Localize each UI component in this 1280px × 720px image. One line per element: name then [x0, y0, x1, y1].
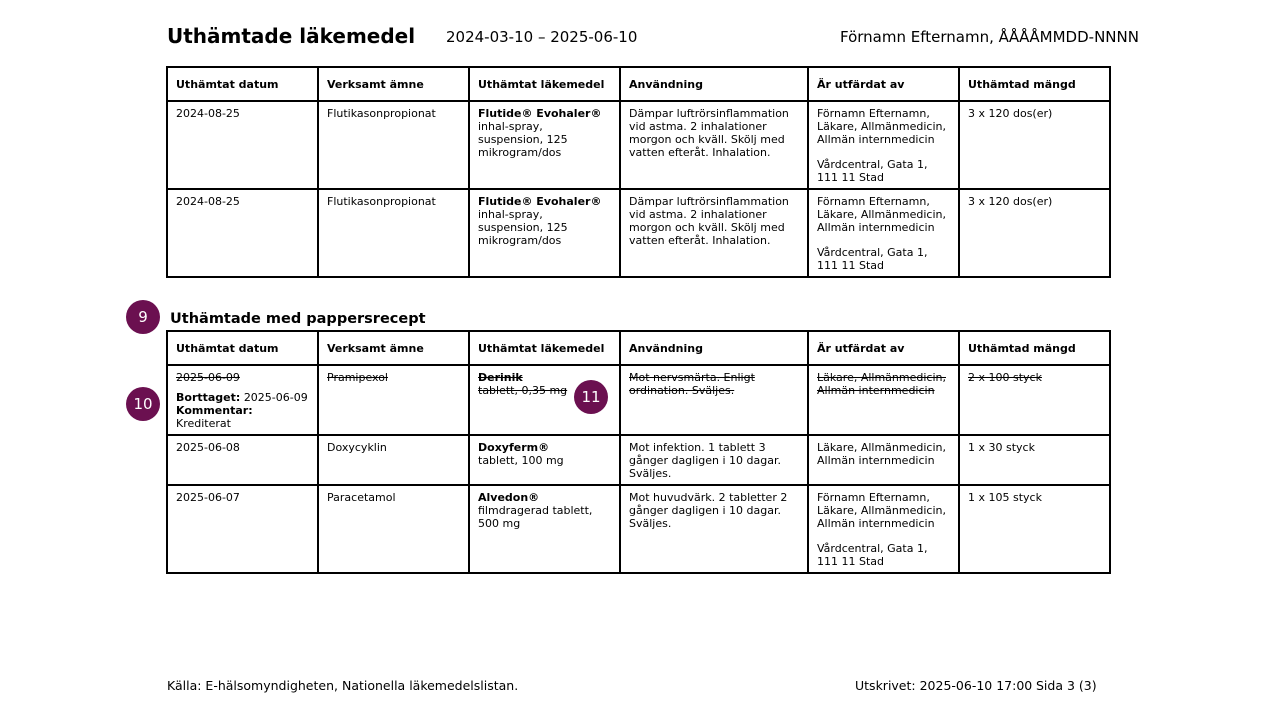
cell-usage: Mot huvudvärk. 2 tabletter 2 gånger dagligen i 10 dagar. Sväljes.: [620, 485, 808, 573]
footer-source: Källa: E-hälsomyndigheten, Nationella läkemedelslistan.: [167, 678, 519, 693]
removed-date: 2025-06-09: [243, 391, 308, 404]
col-header-usage: Användning: [620, 331, 808, 365]
cell-amount: 1 x 30 styck: [959, 435, 1110, 485]
col-header-usage: Användning: [620, 67, 808, 101]
issuer-name: Förnamn Efternamn, Läkare, Allmänmedicin, Allmän internmedicin: [817, 107, 946, 146]
drug-name: Flutide® Evohaler®: [478, 107, 602, 120]
cell-date: [167, 365, 318, 435]
marker-11: 11: [574, 380, 608, 414]
page-title: Uthämtade läkemedel: [167, 24, 416, 48]
comment-label: Kommentar:: [176, 404, 253, 417]
section-title-paper-prescriptions: Uthämtade med pappersrecept: [170, 311, 426, 327]
drug-name: Flutide® Evohaler®: [478, 195, 602, 208]
drug-description: inhal-spray, suspension, 125 mikrogram/dos: [478, 208, 568, 247]
col-header-issuer: Är utfärdat av: [808, 331, 959, 365]
marker-10: 10: [126, 387, 160, 421]
removed-info: [176, 391, 309, 404]
issuer-name: Förnamn Efternamn, Läkare, Allmänmedicin, Allmän internmedicin: [817, 195, 946, 234]
col-header-substance: Verksamt ämne: [318, 67, 469, 101]
removed-date-original: 2025-06-09: [176, 371, 240, 384]
comment-info: [176, 404, 309, 430]
cell-amount: 3 x 120 dos(er): [959, 189, 1110, 277]
table-row: [167, 101, 1110, 189]
drug-description: tablett, 100 mg: [478, 454, 564, 467]
footer-page-number: Sida 3 (3): [1036, 678, 1097, 693]
issuer-name: Förnamn Efternamn, Läkare, Allmänmedicin, Allmän internmedicin: [817, 491, 946, 530]
table-header-row: [167, 67, 1110, 101]
cell-date: 2024-08-25: [167, 101, 318, 189]
col-header-drug: Uthämtat läkemedel: [469, 331, 620, 365]
drug-name: Doxyferm®: [478, 441, 550, 454]
cell-issuer: [808, 189, 959, 277]
cell-issuer: [808, 485, 959, 573]
drug-description: inhal-spray, suspension, 125 mikrogram/dos: [478, 120, 568, 159]
drug-description: tablett, 0,35 mg: [478, 384, 568, 397]
drug-name: Alvedon®: [478, 491, 540, 504]
cell-substance: Doxycyklin: [318, 435, 469, 485]
cell-amount: 3 x 120 dos(er): [959, 101, 1110, 189]
comment-text: Krediterat: [176, 417, 231, 430]
col-header-amount: Uthämtad mängd: [959, 67, 1110, 101]
cell-substance: Paracetamol: [318, 485, 469, 573]
drug-name: Derinik: [478, 371, 523, 384]
patient-name-id: Förnamn Efternamn, ÅÅÅÅMMDD-NNNN: [840, 28, 1139, 46]
cell-amount: 2 x 100 styck: [959, 365, 1110, 435]
cell-issuer: [808, 101, 959, 189]
cell-date: 2025-06-07: [167, 485, 318, 573]
drug-description: filmdragerad tablett, 500 mg: [478, 504, 593, 530]
cell-usage: Dämpar luftrörsinflammation vid astma. 2 inhalationer morgon och kväll. Skölj med vatten efteråt. Inhalation.: [620, 189, 808, 277]
cell-substance: Flutikasonpropionat: [318, 189, 469, 277]
cell-substance: Flutikasonpropionat: [318, 101, 469, 189]
paper-prescription-table: [166, 330, 1111, 574]
col-header-drug: Uthämtat läkemedel: [469, 67, 620, 101]
cell-issuer: Läkare, Allmänmedicin, Allmän internmedicin: [808, 435, 959, 485]
cell-date: 2024-08-25: [167, 189, 318, 277]
marker-9: 9: [126, 300, 160, 334]
col-header-issuer: Är utfärdat av: [808, 67, 959, 101]
footer-printed: Utskrivet: 2025-06-10 17:00: [855, 678, 1033, 693]
cell-amount: 1 x 105 styck: [959, 485, 1110, 573]
table-row: [167, 189, 1110, 277]
issuer-place: Vårdcentral, Gata 1, 111 11 Stad: [817, 158, 928, 184]
col-header-date: Uthämtat datum: [167, 67, 318, 101]
cell-drug: [469, 435, 620, 485]
issuer-place: Vårdcentral, Gata 1, 111 11 Stad: [817, 542, 928, 568]
cell-date: 2025-06-08: [167, 435, 318, 485]
cell-usage: Mot infektion. 1 tablett 3 gånger dagligen i 10 dagar. Sväljes.: [620, 435, 808, 485]
cell-drug: [469, 485, 620, 573]
issuer-place: Vårdcentral, Gata 1, 111 11 Stad: [817, 246, 928, 272]
col-header-date: Uthämtat datum: [167, 331, 318, 365]
cell-drug: [469, 189, 620, 277]
table-header-row: [167, 331, 1110, 365]
date-period: 2024-03-10 – 2025-06-10: [446, 28, 638, 46]
cell-issuer: Läkare, Allmänmedicin, Allmän internmedicin: [808, 365, 959, 435]
table-row: [167, 435, 1110, 485]
cell-usage: Mot nervsmärta. Enligt ordination. Sväljes.: [620, 365, 808, 435]
col-header-amount: Uthämtad mängd: [959, 331, 1110, 365]
table-row-removed: [167, 365, 1110, 435]
cell-substance: Pramipexol: [318, 365, 469, 435]
table-row: [167, 485, 1110, 573]
dispensed-medicines-table: [166, 66, 1111, 278]
col-header-substance: Verksamt ämne: [318, 331, 469, 365]
cell-usage: Dämpar luftrörsinflammation vid astma. 2 inhalationer morgon och kväll. Skölj med vatten efteråt. Inhalation.: [620, 101, 808, 189]
removed-label: Borttaget:: [176, 391, 241, 404]
cell-drug: [469, 101, 620, 189]
